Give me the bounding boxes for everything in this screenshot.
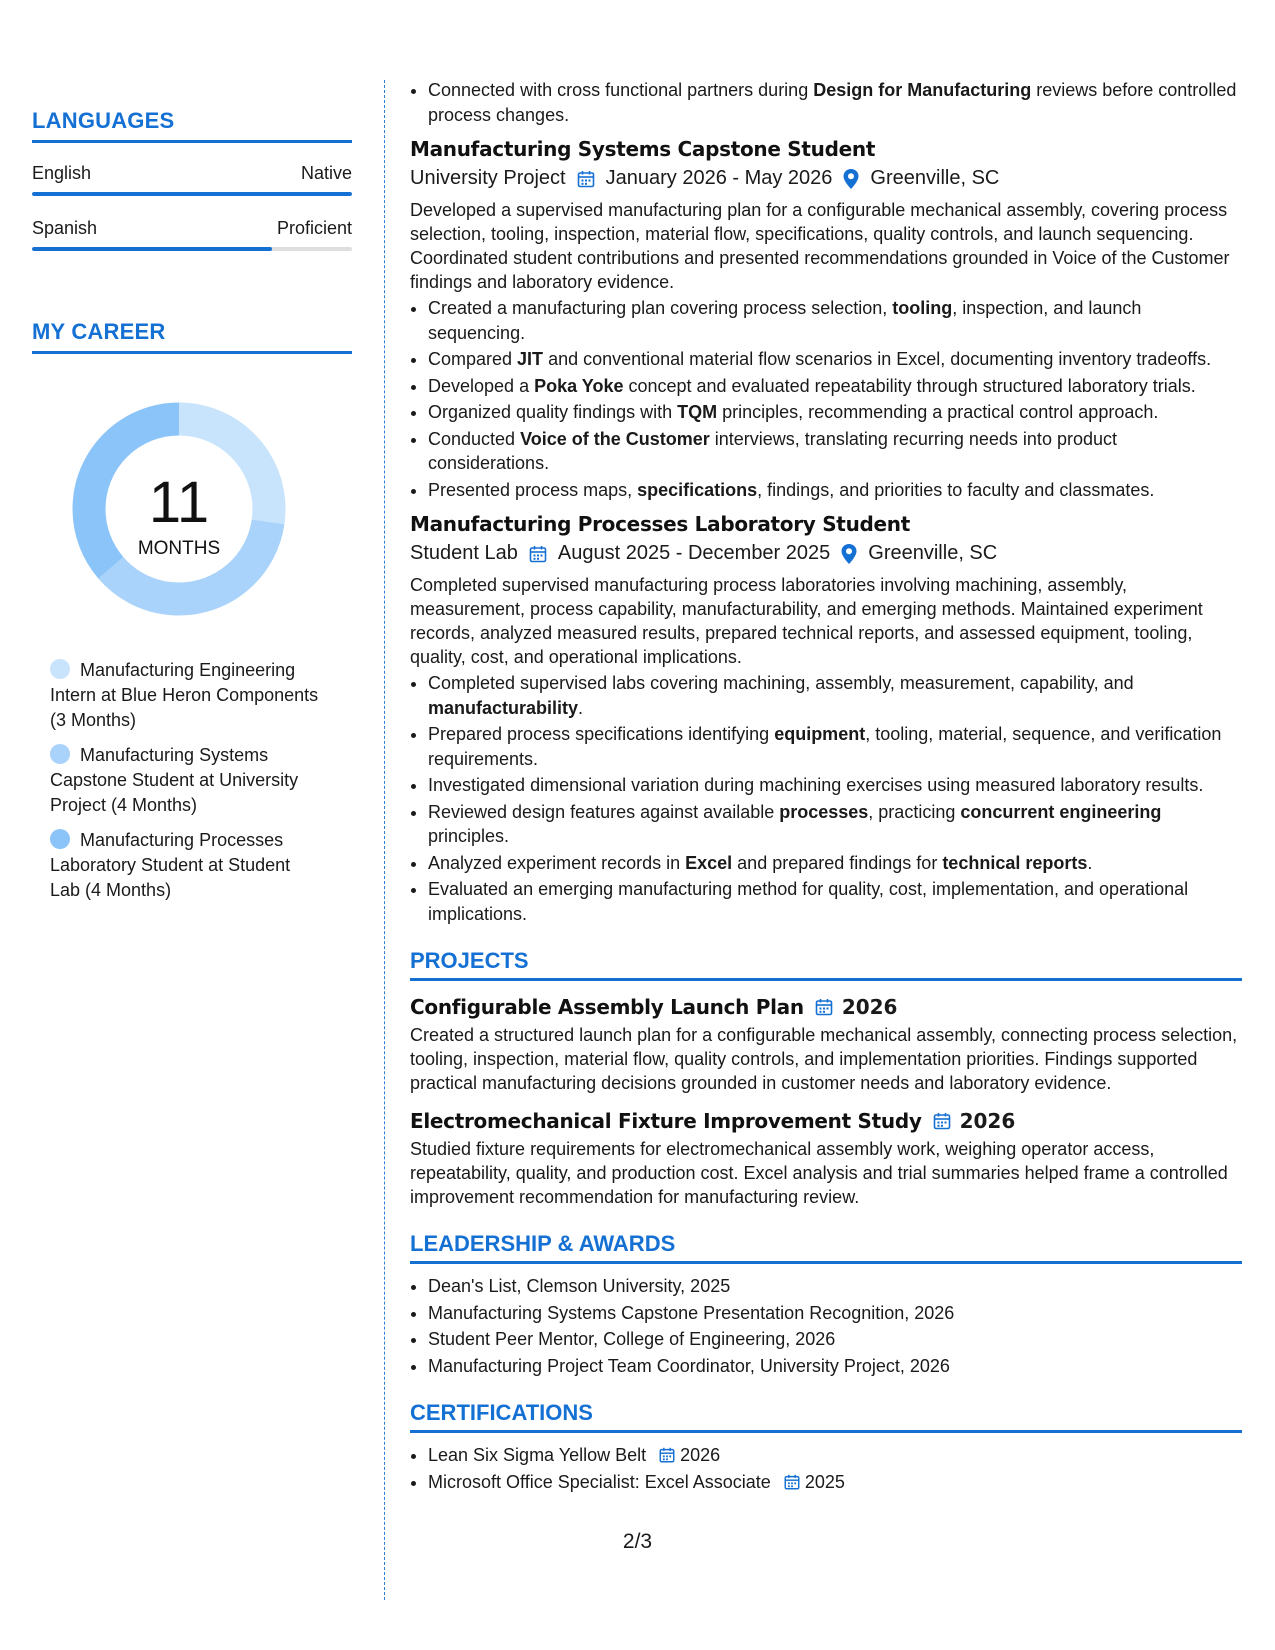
job-entry bbox=[410, 137, 1242, 502]
legend-dot-icon bbox=[50, 829, 70, 849]
column-divider bbox=[384, 80, 385, 1600]
job-title: Manufacturing Processes Laboratory Student bbox=[410, 512, 910, 536]
certification-name: • Microsoft Office Specialist: Excel Associate bbox=[428, 1471, 771, 1492]
calendar-icon bbox=[783, 1473, 801, 1491]
bullet-item: • Compared JIT and conventional material flow scenarios in Excel, documenting inventory tradeoffs. bbox=[428, 347, 1242, 372]
certification-year: 2026 bbox=[680, 1445, 721, 1465]
leadership-item: • Student Peer Mentor, College of Engineering, 2026 bbox=[428, 1327, 1242, 1352]
projects-heading: PROJECTS bbox=[410, 948, 1242, 981]
leadership-item: • Manufacturing Systems Capstone Presentation Recognition, 2026 bbox=[428, 1301, 1242, 1326]
job-dates: August 2025 - December 2025 bbox=[557, 542, 831, 564]
bullet-item: • Conducted Voice of the Customer interviews, translating recurring needs into product considerations. bbox=[428, 427, 1242, 476]
bullet-item: • Presented process maps, specifications, findings, and priorities to faculty and classmates. bbox=[428, 478, 1242, 503]
language-proficiency-bar bbox=[32, 192, 352, 196]
job-title: Manufacturing Systems Capstone Student bbox=[410, 137, 876, 161]
project-title: Configurable Assembly Launch Plan bbox=[410, 995, 804, 1019]
certification-name: • Lean Six Sigma Yellow Belt bbox=[428, 1445, 647, 1465]
project-item bbox=[410, 995, 1242, 1095]
job-entry bbox=[410, 512, 1242, 926]
career-legend bbox=[50, 658, 320, 903]
language-proficiency-bar bbox=[32, 247, 352, 251]
certification-item bbox=[428, 1443, 1242, 1468]
bullet-item: • Investigated dimensional variation during machining exercises using measured laboratory results. bbox=[428, 773, 1242, 798]
languages-heading: LANGUAGES bbox=[32, 108, 352, 143]
career-total-unit: MONTHS bbox=[137, 538, 221, 559]
bullet-item: • Developed a Poka Yoke concept and evaluated repeatability through structured laboratory trials. bbox=[428, 374, 1242, 399]
leadership-heading: LEADERSHIP & AWARDS bbox=[410, 1231, 1242, 1264]
language-name: English bbox=[32, 163, 92, 183]
bullet-text: reviews before controlled process changes. bbox=[428, 80, 1237, 125]
career-legend-item bbox=[50, 828, 320, 903]
job-location: Greenville, SC bbox=[868, 542, 998, 564]
sidebar bbox=[32, 70, 352, 913]
bullet-item: • Evaluated an emerging manufacturing method for quality, cost, implementation, and operational implications. bbox=[428, 877, 1242, 926]
leadership-list bbox=[410, 1274, 1242, 1378]
legend-dot-icon bbox=[50, 659, 70, 679]
career-heading: MY CAREER bbox=[32, 319, 352, 354]
project-description: Studied fixture requirements for electromechanical assembly work, weighing operator access, repeatability, quality, and production cost. Excel analysis and trial summaries helped frame a controlled improvement recommendation for manufacturing review. bbox=[410, 1139, 1228, 1207]
bullet-item: • Created a manufacturing plan covering process selection, tooling, inspection, and launch sequencing. bbox=[428, 296, 1242, 345]
job-meta bbox=[410, 542, 1242, 565]
leadership-item: • Manufacturing Project Team Coordinator, University Project, 2026 bbox=[428, 1354, 1242, 1379]
language-level: Native bbox=[300, 163, 352, 183]
leadership-item: • Dean's List, Clemson University, 2025 bbox=[428, 1274, 1242, 1299]
main-column bbox=[410, 78, 1242, 1496]
bullet-bold: Design for Manufacturing bbox=[813, 80, 1032, 100]
career-legend-item bbox=[50, 658, 320, 733]
project-year: 2026 bbox=[959, 1109, 1016, 1133]
job-dates: January 2026 - May 2026 bbox=[605, 167, 833, 189]
language-proficiency-fill bbox=[32, 192, 352, 196]
language-level: Proficient bbox=[276, 218, 352, 238]
certification-item bbox=[428, 1470, 1242, 1495]
job-org: Student Lab bbox=[410, 542, 518, 564]
job-org: University Project bbox=[410, 167, 566, 189]
language-proficiency-fill bbox=[32, 247, 272, 251]
career-legend-label: Manufacturing Systems Capstone Student at University Project (4 Months) bbox=[50, 745, 299, 815]
bullet-item: • Reviewed design features against available processes, practicing concurrent engineering principles. bbox=[428, 800, 1242, 849]
page-number: 2/3 bbox=[622, 1530, 653, 1553]
map-pin-icon bbox=[842, 168, 860, 190]
career-legend-label: Manufacturing Processes Laboratory Student at Student Lab (4 Months) bbox=[50, 830, 291, 900]
calendar-icon bbox=[576, 169, 596, 189]
legend-dot-icon bbox=[50, 744, 70, 764]
career-legend-item bbox=[50, 743, 320, 818]
project-year: 2026 bbox=[841, 995, 898, 1019]
bullet-text: Connected with cross functional partners during bbox=[428, 80, 814, 100]
language-item bbox=[32, 163, 352, 196]
map-pin-icon bbox=[840, 543, 858, 565]
bullet-item: • Completed supervised labs covering machining, assembly, measurement, capability, and manufacturability. bbox=[428, 671, 1242, 720]
career-total-months: 11 bbox=[148, 470, 210, 535]
certification-year: 2025 bbox=[804, 1471, 845, 1492]
job-summary: Developed a supervised manufacturing plan for a configurable mechanical assembly, covering process selection, tooling, inspection, material flow, specifications, quality controls, and launch sequencing. Coordinated student contributions and presented recommendations grounded in Voice of the Customer findings and laboratory evidence. bbox=[410, 200, 1230, 292]
bullet-item: • Analyzed experiment records in Excel and prepared findings for technical reports. bbox=[428, 851, 1242, 876]
job-bullets bbox=[410, 296, 1242, 502]
bullet-item bbox=[428, 78, 1242, 127]
language-item bbox=[32, 218, 352, 251]
previous-job-bullets bbox=[410, 78, 1242, 127]
career-donut-chart bbox=[66, 396, 292, 622]
job-meta bbox=[410, 167, 1242, 190]
job-summary: Completed supervised manufacturing process laboratories involving machining, assembly, measurement, process capability, manufacturability, and emerging methods. Maintained experiment records, analyzed measured results, prepared technical reports, and assessed equipment, tooling, quality, cost, and operational implications. bbox=[410, 575, 1203, 667]
language-name: Spanish bbox=[32, 218, 98, 238]
project-title: Electromechanical Fixture Improvement Study bbox=[410, 1109, 922, 1133]
calendar-icon bbox=[658, 1446, 676, 1464]
project-description: Created a structured launch plan for a configurable mechanical assembly, connecting process selection, tooling, inspection, material flow, quality controls, and implementation priorities. Findings supported practical manufacturing decisions grounded in customer needs and laboratory evidence. bbox=[410, 1025, 1238, 1093]
job-bullets bbox=[410, 671, 1242, 926]
project-item bbox=[410, 1109, 1242, 1209]
bullet-item: • Organized quality findings with TQM principles, recommending a practical control approach. bbox=[428, 400, 1242, 425]
calendar-icon bbox=[814, 997, 834, 1017]
certifications-heading: CERTIFICATIONS bbox=[410, 1400, 1242, 1433]
calendar-icon bbox=[528, 544, 548, 564]
certifications-list bbox=[410, 1443, 1242, 1494]
job-location: Greenville, SC bbox=[870, 167, 1000, 189]
bullet-item: • Prepared process specifications identifying equipment, tooling, material, sequence, and verification requirements. bbox=[428, 722, 1242, 771]
calendar-icon bbox=[932, 1111, 952, 1131]
career-legend-label: Manufacturing Engineering Intern at Blue Heron Components (3 Months) bbox=[50, 660, 319, 730]
